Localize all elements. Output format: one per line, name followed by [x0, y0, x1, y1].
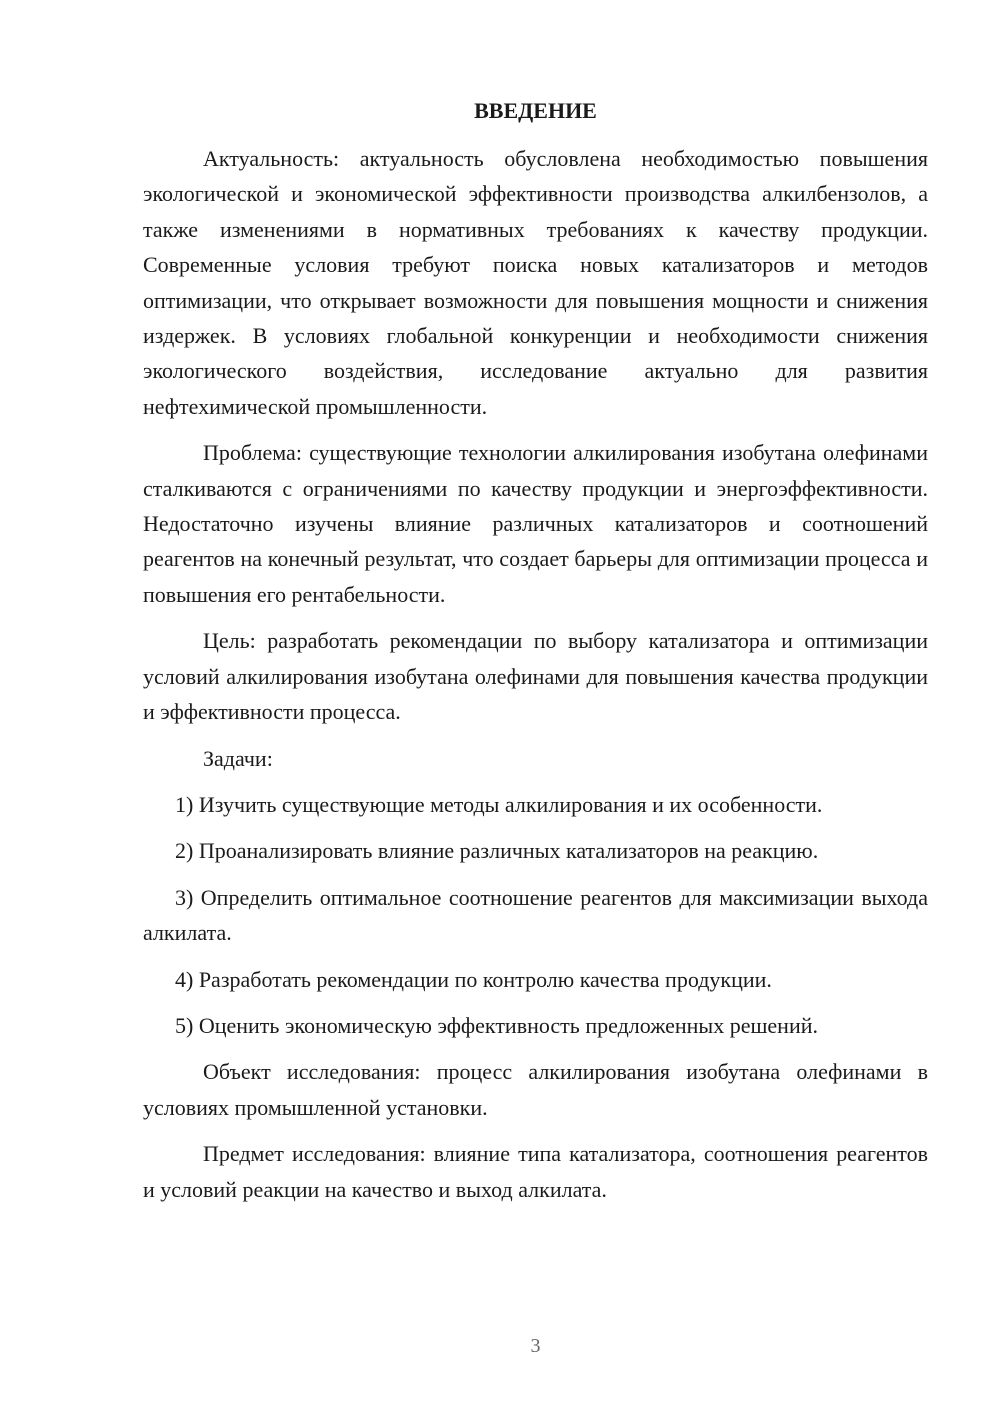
research-object-paragraph: Объект исследования: процесс алкилирования изобутана олефинами в условиях промышленной установки. — [143, 1059, 928, 1120]
page-number: 3 — [530, 1335, 541, 1357]
document-body — [143, 141, 928, 1218]
task-item-5: 5) Оценить экономическую эффективность предложенных решений. — [175, 1012, 818, 1038]
task-item-4: 4) Разработать рекомендации по контролю качества продукции. — [175, 966, 772, 992]
task-item-3: 3) Определить оптимальное соотношение реагентов для максимизации выхода алкилата. — [143, 884, 928, 946]
task-item-2: 2) Проанализировать влияние различных катализаторов на реакцию. — [175, 838, 819, 864]
goal-paragraph: Цель: разработать рекомендации по выбору катализатора и оптимизации условий алкилирования изобутана олефинами для повышения качества продукции и эффективности процесса. — [143, 628, 928, 725]
tasks-heading: Задачи: — [203, 745, 273, 771]
research-subject-paragraph: Предмет исследования: влияние типа катализатора, соотношения реагентов и условий реакции на качество и выход алкилата. — [143, 1141, 928, 1202]
page-title: ВВЕДЕНИЕ — [474, 98, 597, 123]
relevance-paragraph: Актуальность: актуальность обусловлена необходимостью повышения экологической и экономической эффективности производства алкилбензолов, а также изменениями в нормативных требованиях к качеству продукции. Современные условия требуют поиска новых катализаторов и методов оптимизации, что открывает возможности для повышения мощности и снижения издержек. В условиях глобальной конкуренции и необходимости снижения экологического воздействия, исследование актуально для развития нефтехимической промышленности. — [143, 146, 928, 419]
problem-paragraph: Проблема: существующие технологии алкилирования изобутана олефинами сталкиваются с ограничениями по качеству продукции и энергоэффективности. Недостаточно изучены влияние различных катализаторов и соотношений реагентов на конечный результат, что создает барьеры для оптимизации процесса и повышения его рентабельности. — [143, 440, 928, 607]
task-item-1: 1) Изучить существующие методы алкилирования и их особенности. — [175, 791, 823, 817]
